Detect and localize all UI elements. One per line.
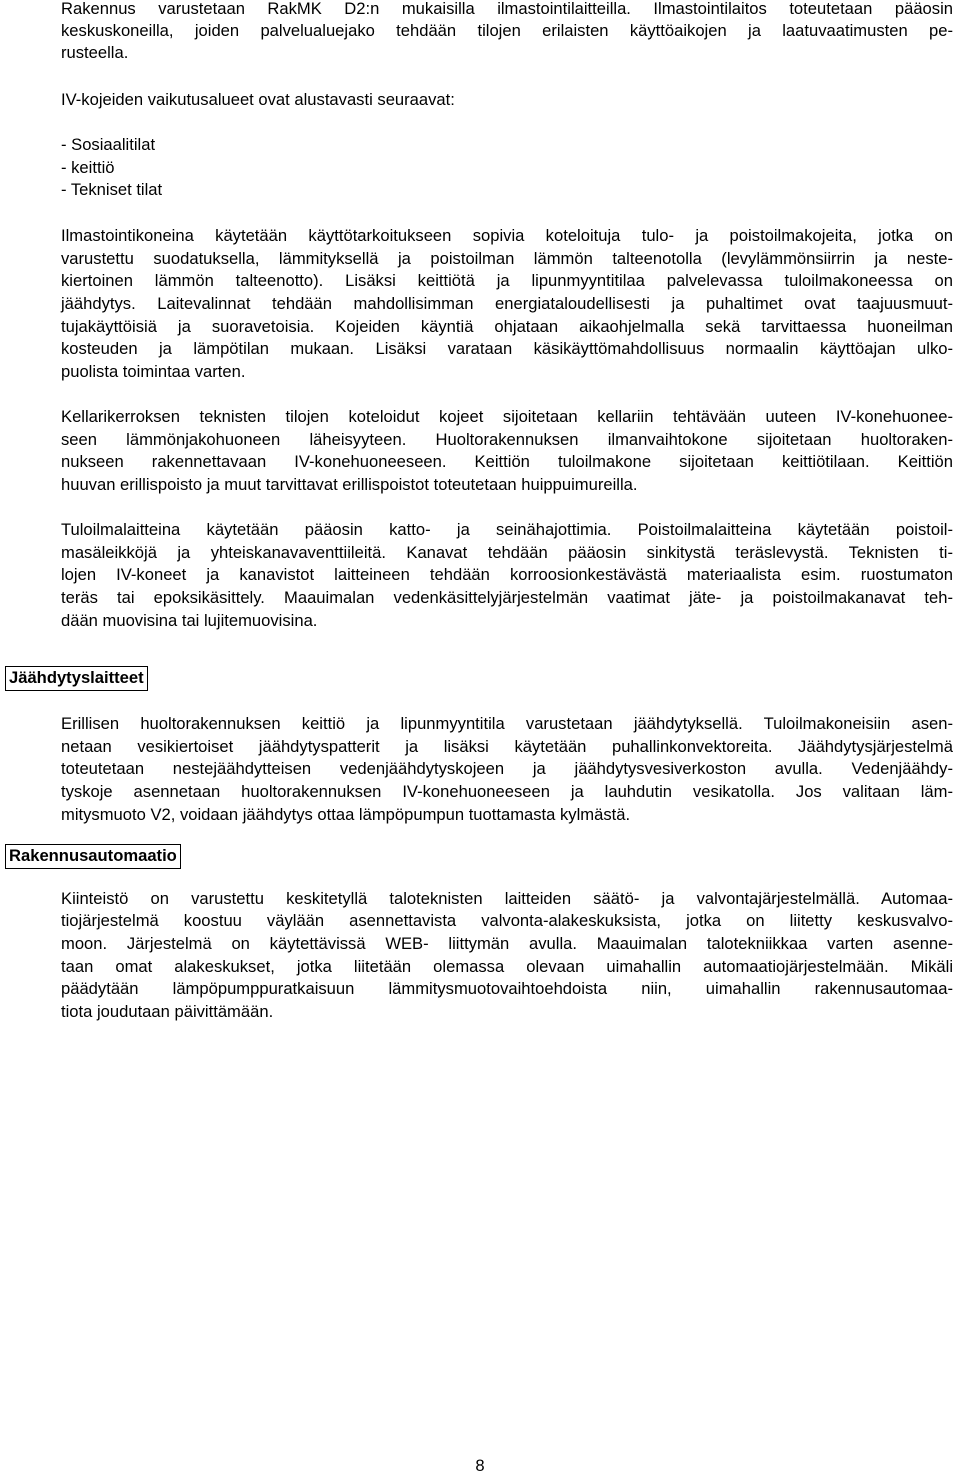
terminals-line: dään muovisina tai lujitemuovisina. xyxy=(61,611,318,630)
units-line: puolista toimintaa varten. xyxy=(61,362,246,381)
basement-line: huuvan erillispoisto ja muut tarvittavat erillispoistot toteutetaan huippuimureilla. xyxy=(61,475,638,494)
units-line: kosteuden ja lämpötilan mukaan. Lisäksi varataan käsikäyttömahdollisuus normaalin käyttöajan ulko- xyxy=(61,339,953,358)
automation-line: päädytään lämpöpumppuratkaisuun lämmitysmuotovaihtoehdoista niin, uimahallin rakennusautomaa- xyxy=(61,979,953,998)
basement-line: seen lämmönjakohuoneen läheisyyteen. Huoltorakennuksen ilmanvaihtokone sijoitetaan huoltoraken- xyxy=(61,430,953,449)
list-item: - Tekniset tilat xyxy=(61,180,163,199)
units-line: tujakäyttöisiä ja suoravetoisia. Kojeiden käyntiä ohjataan aikaohjelmalla sekä tarvittaessa huoneilman xyxy=(61,317,953,336)
cooling-line: toteutetaan nestejäähdytteisen vedenjäähdytyskojeen ja jäähdytysvesiverkoston avulla. Vedenjäähdy- xyxy=(61,759,953,778)
intro-line: keskuskoneilla, joiden palvelualuejako tehdään tilojen erilaisten käyttöaikojen ja laatuvaatimusten pe- xyxy=(61,21,953,40)
units-line: varustettu suodatuksella, lämmityksellä ja poistoilman lämmön talteenotolla (levylämmönsiirrin ja neste- xyxy=(61,249,953,268)
units-line: jäähdytys. Laitevalinnat tehdään mahdollisimman energiataloudellisesti ja puhaltimet ovat taajuusmuut- xyxy=(61,294,953,313)
basement-line: nukseen rakennettavaan IV-konehuoneeseen. Keittiön tuloilmakone sijoitetaan keittiötilaan. Keittiön xyxy=(61,452,953,471)
terminals-line: teräs tai epoksikäsittely. Maauimalan vedenkäsittelyjärjestelmän vaatimat jäte- ja poistoilmakanavat teh- xyxy=(61,588,953,607)
cooling-line: tyskoje asennetaan huoltorakennuksen IV-konehuoneeseen ja lauhdutin vesikatolla. Jos valitaan läm- xyxy=(61,782,953,801)
cooling-line: netaan vesikiertoiset jäähdytyspatterit ja lisäksi käytetään puhallinkonvektoreita. Jäähdytysjärjestelmä xyxy=(61,737,953,756)
intro-line: Rakennus varustetaan RakMK D2:n mukaisilla ilmastointilaitteilla. Ilmastointilaitos toteutetaan pääosin xyxy=(61,0,953,18)
basement-line: Kellarikerroksen teknisten tilojen koteloidut kojeet sijoitetaan kellariin tehtävään uuteen IV-konehuonee- xyxy=(61,407,953,426)
section-heading-cooling: Jäähdytyslaitteet xyxy=(5,666,148,691)
cooling-line: Erillisen huoltorakennuksen keittiö ja lipunmyyntitila varustetaan jäähdytyksellä. Tuloilmakoneisiin asen- xyxy=(61,714,953,733)
iv-areas-heading: IV-kojeiden vaikutusalueet ovat alustavasti seuraavat: xyxy=(61,90,455,109)
terminals-line: masäleikköjä ja yhteiskanavaventtiileitä. Kanavat tehdään pääosin sinkitystä teräslevystä. Teknisten ti- xyxy=(61,543,953,562)
automation-line: moon. Järjestelmä on käytettävissä WEB- liittymän avulla. Maauimalan talotekniikkaa varten asenne- xyxy=(61,934,953,953)
units-line: kiertoinen lämmön talteenotto). Lisäksi keittiötä ja lipunmyyntitilaa palvelevassa tuloilmakoneessa on xyxy=(61,271,953,290)
page-number: 8 xyxy=(475,1456,485,1475)
automation-line: Kiinteistö on varustettu keskitetyllä taloteknisten laitteiden säätö- ja valvontajärjestelmällä. Automaa- xyxy=(61,889,953,908)
automation-line: tiota joudutaan päivittämään. xyxy=(61,1002,274,1021)
section-heading-automation: Rakennusautomaatio xyxy=(5,844,181,869)
automation-line: taan omat alakeskukset, jotka liitetään olemassa olevaan uimahallin automaatiojärjestelmään. Mikäli xyxy=(61,957,953,976)
list-item: - keittiö xyxy=(61,158,115,177)
cooling-line: mitysmuoto V2, voidaan jäähdytys ottaa lämpöpumpun tuottamasta kylmästä. xyxy=(61,805,631,824)
automation-line: tiojärjestelmä koostuu väylään asennettavista valvonta-alakeskuksista, jotka on liitetty keskusvalvo- xyxy=(61,911,953,930)
units-line: Ilmastointikoneina käytetään käyttötarkoitukseen sopivia koteloituja tulo- ja poistoilmakojeita, jotka on xyxy=(61,226,953,245)
terminals-line: Tuloilmalaitteina käytetään pääosin katto- ja seinähajottimia. Poistoilmalaitteina käytetään poistoil- xyxy=(61,520,953,539)
list-item: - Sosiaalitilat xyxy=(61,135,156,154)
intro-line: rusteella. xyxy=(61,43,129,62)
terminals-line: lojen IV-koneet ja kanavistot laitteineen tehdään korroosionkestävästä materiaalista esim. ruostumaton xyxy=(61,565,953,584)
